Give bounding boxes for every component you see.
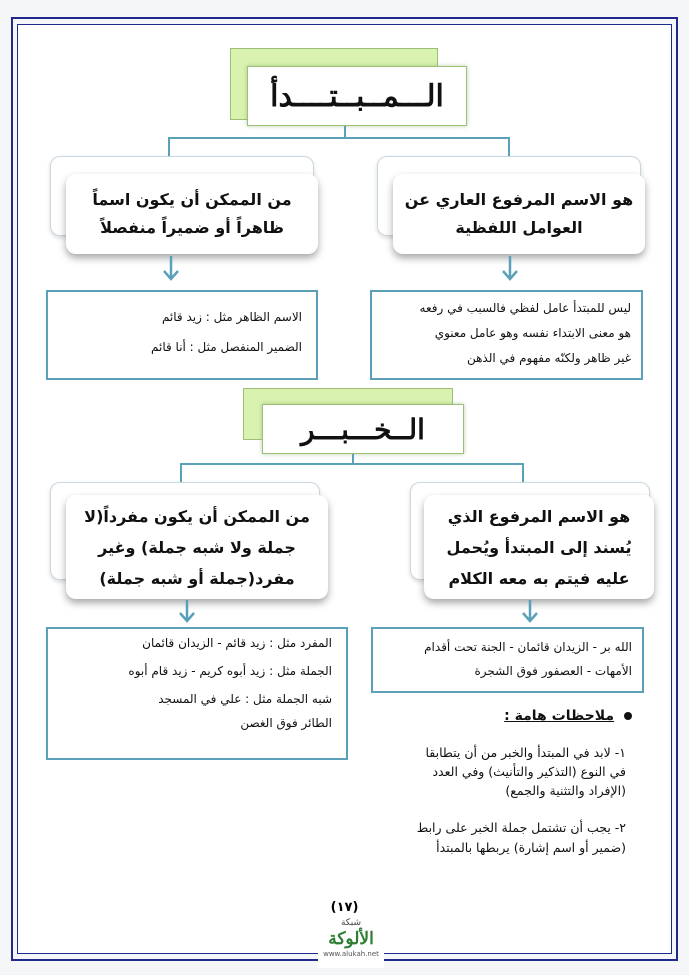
text-line: هو الاسم المرفوع الذي bbox=[447, 506, 631, 526]
logo-top-text: شبكة bbox=[340, 918, 362, 928]
text-line: ظاهراً أو ضميراً منفصلاً bbox=[100, 218, 284, 237]
text-line: ٢- يجب أن تشتمل جملة الخبر على رابط bbox=[416, 820, 626, 835]
alukah-logo bbox=[318, 918, 384, 968]
khabar-type-examples-box bbox=[46, 627, 348, 760]
page-number: (١٧) bbox=[330, 900, 359, 915]
mubtada-definition-card bbox=[393, 174, 645, 254]
text-line: العوامل اللفظية bbox=[455, 218, 583, 237]
mubtada-explanation-box bbox=[370, 290, 643, 380]
connector-line bbox=[180, 463, 182, 482]
khabar-title bbox=[262, 404, 464, 454]
text-line: جملة ولا شبه جملة) وغير bbox=[98, 537, 296, 557]
text-line: الطائر فوق الغصن bbox=[240, 716, 332, 730]
connector-line bbox=[180, 463, 524, 465]
bullet-icon bbox=[624, 712, 632, 720]
down-arrow-icon bbox=[177, 600, 197, 628]
text-line: المفرد مثل : زيد قائم - الزيدان قائمان bbox=[142, 636, 332, 650]
khabar-title-text: الــخـــبـــر bbox=[301, 412, 425, 446]
text-line: مفرد(جملة أو شبه جملة) bbox=[99, 568, 295, 588]
text-line: ١- لابد في المبتدأ والخبر من أن يتطابقا bbox=[425, 745, 626, 760]
note-1 bbox=[380, 743, 626, 800]
text-line: هو معنى الابتداء نفسه وهو عامل معنوي bbox=[434, 326, 631, 340]
logo-main-text: الألوكة bbox=[328, 929, 374, 949]
mubtada-title-text: الـــمــبــتــــدأ bbox=[270, 78, 444, 114]
down-arrow-icon bbox=[500, 256, 520, 286]
khabar-examples-box bbox=[371, 627, 644, 693]
note-2 bbox=[380, 818, 626, 858]
text-line: شبه الجملة مثل : علي في المسجد bbox=[158, 692, 332, 706]
connector-line bbox=[168, 137, 170, 156]
text-line: هو الاسم المرفوع العاري عن bbox=[404, 190, 634, 209]
notes-heading bbox=[380, 708, 632, 724]
mubtada-examples-box bbox=[46, 290, 318, 380]
mubtada-title bbox=[247, 66, 467, 126]
text-line: (الإفراد والتثنية والجمع) bbox=[505, 783, 626, 798]
connector-line bbox=[168, 137, 510, 139]
text-line: الله بر - الزيدان قائمان - الجنة تحت أقدام bbox=[424, 640, 632, 654]
text-line: الاسم الظاهر مثل : زيد قائم bbox=[161, 310, 302, 324]
text-line: في النوع (التذكير والتأنيث) وفي العدد bbox=[432, 764, 626, 779]
khabar-definition-card bbox=[424, 495, 654, 599]
text-line: من الممكن أن يكون اسماً bbox=[92, 190, 292, 209]
text-line: غير ظاهر ولكنّه مفهوم في الذهن bbox=[466, 351, 631, 365]
text-line: عليه فيتم به معه الكلام bbox=[448, 568, 630, 588]
notes-heading-text: ملاحظات هامة : bbox=[504, 708, 614, 724]
down-arrow-icon bbox=[520, 600, 540, 628]
down-arrow-icon bbox=[161, 256, 181, 286]
text-line: الضمير المنفصل مثل : أنا قائم bbox=[151, 340, 302, 354]
logo-url-text: www.alukah.net bbox=[323, 950, 379, 958]
mubtada-types-card bbox=[66, 174, 318, 254]
text-line: ليس للمبتدأ عامل لفظي فالسبب في رفعه bbox=[419, 301, 631, 315]
khabar-types-card bbox=[66, 495, 328, 599]
connector-line bbox=[508, 137, 510, 156]
text-line: الجملة مثل : زيد أبوه كريم - زيد قام أبوه bbox=[128, 664, 332, 678]
text-line: (ضمير أو اسم إشارة) يربطها بالمبتدأ bbox=[436, 840, 626, 855]
text-line: الأمهات - العصفور فوق الشجرة bbox=[474, 664, 632, 678]
connector-line bbox=[522, 463, 524, 482]
text-line: يُسند إلى المبتدأ ويُحمل bbox=[446, 537, 632, 557]
text-line: من الممكن أن يكون مفرداً(لا bbox=[84, 506, 310, 526]
